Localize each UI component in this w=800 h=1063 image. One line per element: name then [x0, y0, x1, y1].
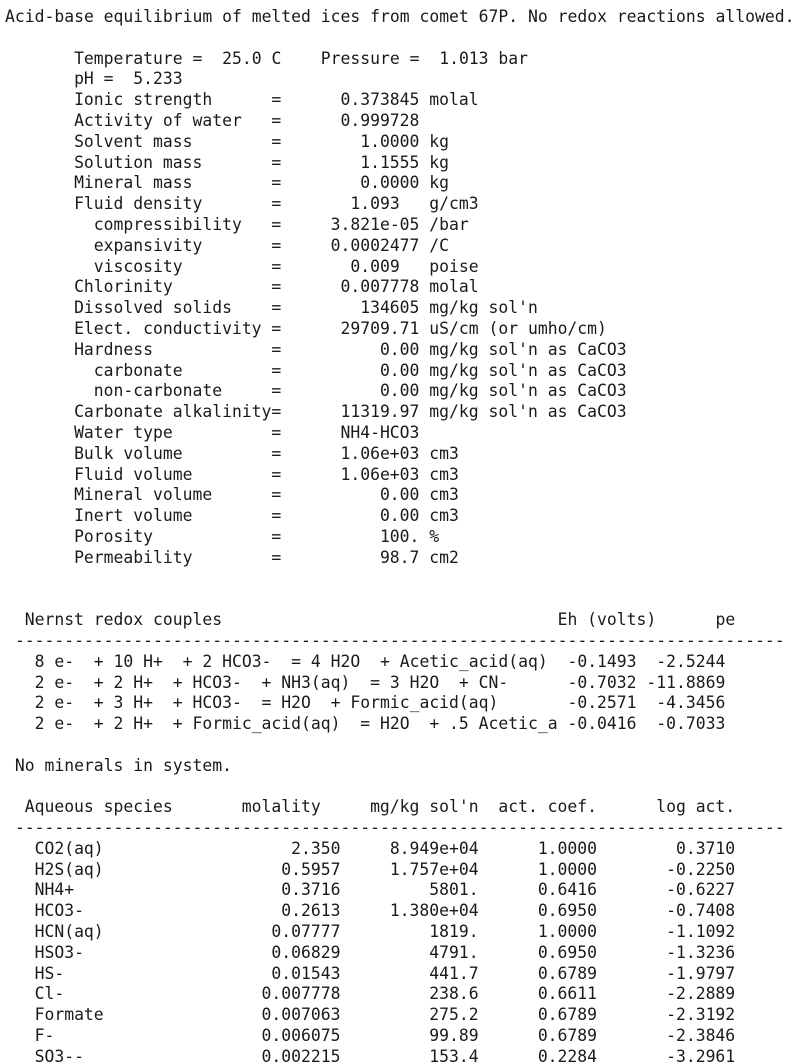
param-value: 1.0000 — [360, 131, 420, 151]
redox-reaction: 2 e- + 3 H+ + HCO3- = H2O + Formic_acid(aq) — [34, 693, 499, 713]
equals-sign: = — [271, 173, 282, 193]
param-row — [74, 340, 800, 361]
param-label: Permeability — [74, 547, 193, 567]
param-unit: mg/kg sol'n as CaCO3 — [429, 339, 627, 359]
param-label: Dissolved solids — [74, 298, 232, 318]
species-actcoef: 1.0000 — [537, 838, 598, 858]
report-title: Acid-base equilibrium of melted ices from comet 67P. No redox reactions allowed. — [5, 7, 795, 26]
redox-header-row — [15, 610, 800, 631]
species-mgkg: 5801. — [429, 880, 479, 900]
species-name: F- — [34, 1026, 55, 1046]
equals-sign: = — [271, 443, 282, 463]
species-molality: 0.2613 — [281, 901, 341, 921]
equals-sign: = — [271, 381, 282, 401]
species-name: HS- — [34, 963, 65, 983]
param-unit: cm3 — [429, 464, 459, 484]
param-label: Hardness — [74, 339, 154, 359]
equals-sign: = — [271, 485, 282, 505]
equals-sign: = — [271, 235, 282, 255]
pe-column-header: pe — [715, 610, 736, 630]
redox-reaction: 2 e- + 2 H+ + HCO3- + NH3(aq) = 3 H2O + CN- — [34, 672, 509, 692]
redox-eh-value: -0.2571 — [567, 693, 637, 713]
actcoef-column-header: act. coef. — [498, 797, 598, 817]
mgkg-column-header: mg/kg sol'n — [370, 797, 479, 817]
species-row — [15, 1026, 800, 1047]
param-label: Solution mass — [74, 152, 203, 172]
param-unit: cm2 — [429, 547, 459, 567]
equals-sign: = — [271, 214, 282, 234]
param-value: 134605 — [360, 298, 420, 318]
param-row — [74, 236, 800, 257]
redox-eh-value: -0.1493 — [567, 651, 637, 671]
param-row — [74, 277, 800, 298]
equals-sign: = — [271, 256, 282, 276]
species-mgkg: 1819. — [429, 922, 479, 942]
param-label: Fluid volume — [74, 464, 193, 484]
blank-line — [5, 589, 800, 610]
species-mgkg: 275.2 — [429, 1005, 479, 1025]
species-row — [15, 984, 800, 1005]
species-logact: -2.2889 — [666, 984, 736, 1004]
equals-sign: = — [271, 90, 282, 110]
species-actcoef: 0.6950 — [537, 942, 598, 962]
param-label: Carbonate alkalinity — [74, 402, 272, 422]
species-row — [15, 1005, 800, 1026]
equals-sign: = — [271, 506, 282, 526]
param-unit: mg/kg sol'n as CaCO3 — [429, 402, 627, 422]
param-value: 1.1555 — [360, 152, 420, 172]
species-molality: 0.007778 — [261, 984, 341, 1004]
species-actcoef: 0.6789 — [537, 1005, 598, 1025]
param-unit: cm3 — [429, 506, 459, 526]
temperature-value: 25.0 — [222, 48, 262, 68]
species-logact: -2.3846 — [666, 1026, 736, 1046]
param-value: 0.373845 — [340, 90, 420, 110]
pressure-value: 1.013 — [439, 48, 489, 68]
param-label: Mineral mass — [74, 173, 193, 193]
species-logact: -0.7408 — [666, 901, 736, 921]
param-label: Elect. conductivity — [74, 318, 262, 338]
param-value: 0.0002477 — [330, 235, 420, 255]
param-row — [74, 485, 800, 506]
species-logact: -1.9797 — [666, 963, 736, 983]
species-logact: -0.6227 — [666, 880, 736, 900]
redox-couple-row — [15, 693, 800, 714]
param-row — [74, 527, 800, 548]
species-row — [15, 922, 800, 943]
equals-sign: = — [271, 298, 282, 318]
param-row — [74, 319, 800, 340]
equals-sign: = — [271, 131, 282, 151]
species-mgkg: 1.757e+04 — [389, 859, 479, 879]
species-name: Formate — [34, 1005, 104, 1025]
param-unit: cm3 — [429, 485, 459, 505]
species-logact: 0.3710 — [675, 838, 736, 858]
param-label: Bulk volume — [74, 443, 183, 463]
param-label: Ionic strength — [74, 90, 213, 110]
species-mgkg: 8.949e+04 — [389, 838, 479, 858]
species-row — [15, 860, 800, 881]
species-mgkg: 238.6 — [429, 984, 479, 1004]
species-row — [15, 880, 800, 901]
param-row — [74, 381, 800, 402]
temperature-pressure-line — [5, 49, 800, 70]
param-unit: g/cm3 — [429, 194, 479, 214]
pressure-label: Pressure — [320, 48, 400, 68]
equals-sign: = — [271, 547, 282, 567]
param-row — [74, 506, 800, 527]
species-molality: 0.07777 — [271, 922, 341, 942]
param-unit: cm3 — [429, 443, 459, 463]
spacer — [281, 49, 320, 70]
param-row — [74, 132, 800, 153]
param-label: viscosity — [74, 256, 183, 276]
species-column-header: Aqueous species — [24, 797, 173, 817]
param-value: 98.7 — [379, 547, 420, 567]
species-logact: -0.2250 — [666, 859, 736, 879]
param-value: 0.0000 — [360, 173, 420, 193]
param-value: 0.00 — [379, 339, 420, 359]
species-mgkg: 99.89 — [429, 1026, 479, 1046]
equals-sign: = — [271, 277, 282, 297]
param-row — [74, 194, 800, 215]
redox-pe-value: -11.8869 — [646, 672, 726, 692]
redox-pe-value: -4.3456 — [656, 693, 726, 713]
equals-sign: = — [271, 194, 282, 214]
blank-line — [5, 776, 800, 797]
redox-couples-section — [5, 610, 800, 735]
param-label: Porosity — [74, 526, 154, 546]
equals-sign: = — [192, 48, 203, 68]
aqueous-species-section — [5, 797, 800, 1063]
param-label: expansivity — [74, 235, 203, 255]
species-logact: -2.3192 — [666, 1005, 736, 1025]
species-row — [15, 964, 800, 985]
species-name: H2S(aq) — [34, 859, 104, 879]
species-name: Cl- — [34, 984, 65, 1004]
species-actcoef: 1.0000 — [537, 922, 598, 942]
param-unit: /C — [429, 235, 450, 255]
param-row — [74, 257, 800, 278]
param-value: 1.06e+03 — [340, 464, 420, 484]
species-header-row — [15, 797, 800, 818]
param-label: Solvent mass — [74, 131, 193, 151]
species-row — [15, 839, 800, 860]
param-unit — [419, 111, 429, 132]
param-unit: uS/cm (or umho/cm) — [429, 318, 607, 338]
redox-couple-row — [15, 714, 800, 735]
param-unit: kg — [429, 152, 450, 172]
equals-sign: = — [103, 69, 114, 89]
blank-line — [5, 735, 800, 756]
param-row — [74, 361, 800, 382]
param-unit: poise — [429, 256, 479, 276]
param-label: Fluid density — [74, 194, 203, 214]
blank-line — [5, 569, 800, 590]
species-actcoef: 0.6789 — [537, 963, 598, 983]
redox-eh-value: -0.0416 — [567, 714, 637, 734]
species-logact: -3.2961 — [666, 1046, 736, 1063]
pressure-unit: bar — [498, 48, 529, 68]
species-molality: 0.006075 — [261, 1026, 341, 1046]
param-value: 100. — [379, 526, 420, 546]
species-actcoef: 0.6416 — [537, 880, 598, 900]
param-row — [74, 465, 800, 486]
parameters-block — [5, 90, 800, 568]
param-row — [74, 423, 800, 444]
redox-pe-value: -2.5244 — [656, 651, 726, 671]
param-value: 0.00 — [379, 381, 420, 401]
species-actcoef: 1.0000 — [537, 859, 598, 879]
species-name: HCN(aq) — [34, 922, 104, 942]
param-value: 0.007778 — [340, 277, 420, 297]
redox-couple-row — [15, 652, 800, 673]
param-unit: molal — [429, 90, 479, 110]
species-name: CO2(aq) — [34, 838, 104, 858]
redox-eh-value: -0.7032 — [567, 672, 637, 692]
redox-pe-value: -0.7033 — [656, 714, 726, 734]
param-value: 0.999728 — [340, 110, 420, 130]
ph-line — [5, 69, 800, 90]
param-unit: mg/kg sol'n — [429, 298, 538, 318]
species-molality: 0.002215 — [261, 1046, 341, 1063]
equals-sign: = — [409, 48, 420, 68]
species-mgkg: 4791. — [429, 942, 479, 962]
redox-section-title: Nernst redox couples — [24, 610, 223, 630]
species-logact: -1.1092 — [666, 922, 736, 942]
species-name: HCO3- — [34, 901, 84, 921]
param-value: 3.821e-05 — [330, 214, 420, 234]
param-value: 0.00 — [379, 360, 420, 380]
equals-sign: = — [271, 422, 282, 442]
param-row — [74, 444, 800, 465]
param-unit: % — [429, 526, 440, 546]
species-row — [15, 901, 800, 922]
param-label: Water type — [74, 422, 173, 442]
param-unit: molal — [429, 277, 479, 297]
species-molality: 0.3716 — [281, 880, 341, 900]
equals-sign: = — [271, 152, 282, 172]
separator-line: ------------------------------------------------------------------------------ — [14, 818, 785, 838]
param-label: Inert volume — [74, 506, 193, 526]
species-row — [15, 1047, 800, 1063]
param-unit: mg/kg sol'n as CaCO3 — [429, 360, 627, 380]
ph-label: pH — [74, 69, 94, 89]
species-name: SO3-- — [34, 1046, 84, 1063]
redox-reaction: 8 e- + 10 H+ + 2 HCO3- = 4 H2O + Acetic_acid(aq) — [34, 651, 548, 671]
species-name: HSO3- — [34, 942, 84, 962]
species-mgkg: 153.4 — [429, 1046, 479, 1063]
species-actcoef: 0.6611 — [537, 984, 598, 1004]
redox-reaction: 2 e- + 2 H+ + Formic_acid(aq) = H2O + .5 Acetic_a — [34, 714, 558, 734]
param-value: 1.093 — [350, 194, 420, 214]
param-row — [74, 90, 800, 111]
param-unit: kg — [429, 173, 450, 193]
param-value: 29709.71 — [340, 318, 420, 338]
separator-line: ------------------------------------------------------------------------------ — [14, 630, 785, 650]
species-mgkg: 1.380e+04 — [389, 901, 479, 921]
species-actcoef: 0.2284 — [537, 1046, 598, 1063]
param-label: non-carbonate — [74, 381, 223, 401]
param-row — [74, 298, 800, 319]
param-value: 0.00 — [379, 506, 420, 526]
blank-line — [5, 28, 800, 49]
species-name: NH4+ — [34, 880, 75, 900]
species-molality: 0.5957 — [281, 859, 341, 879]
param-label: Mineral volume — [74, 485, 213, 505]
equals-sign: = — [271, 339, 282, 359]
param-label: Chlorinity — [74, 277, 173, 297]
species-actcoef: 0.6789 — [537, 1026, 598, 1046]
param-row — [74, 215, 800, 236]
param-row — [74, 548, 800, 569]
eh-column-header: Eh (volts) — [557, 610, 657, 630]
species-molality: 0.007063 — [261, 1005, 341, 1025]
species-logact: -1.3236 — [666, 942, 736, 962]
temperature-unit: C — [271, 48, 282, 68]
species-mgkg: 441.7 — [429, 963, 479, 983]
equals-sign: = — [271, 402, 282, 422]
molality-column-header: molality — [241, 797, 321, 817]
param-label: Activity of water — [74, 110, 242, 130]
ph-value: 5.233 — [133, 69, 183, 89]
param-row — [74, 153, 800, 174]
logact-column-header: log act. — [656, 797, 736, 817]
species-row — [15, 943, 800, 964]
param-unit — [419, 423, 429, 444]
temperature-label: Temperature — [74, 48, 183, 68]
equals-sign: = — [271, 110, 282, 130]
param-value: 0.00 — [379, 485, 420, 505]
species-molality: 0.06829 — [271, 942, 341, 962]
param-label: compressibility — [74, 214, 242, 234]
param-value: 11319.97 — [340, 402, 420, 422]
equals-sign: = — [271, 464, 282, 484]
param-value: NH4-HCO3 — [340, 422, 420, 442]
equals-sign: = — [271, 318, 282, 338]
param-value: 0.009 — [350, 256, 420, 276]
species-actcoef: 0.6950 — [537, 901, 598, 921]
equals-sign: = — [271, 526, 282, 546]
equals-sign: = — [271, 360, 282, 380]
param-row — [74, 173, 800, 194]
param-row — [74, 402, 800, 423]
param-label: carbonate — [74, 360, 183, 380]
species-molality: 2.350 — [291, 838, 341, 858]
param-unit: /bar — [429, 214, 469, 234]
param-unit: mg/kg sol'n as CaCO3 — [429, 381, 627, 401]
param-row — [74, 111, 800, 132]
species-molality: 0.01543 — [271, 963, 341, 983]
param-value: 1.06e+03 — [340, 443, 420, 463]
redox-couple-row — [15, 673, 800, 694]
param-unit: kg — [429, 131, 450, 151]
minerals-note: No minerals in system. — [14, 755, 232, 775]
